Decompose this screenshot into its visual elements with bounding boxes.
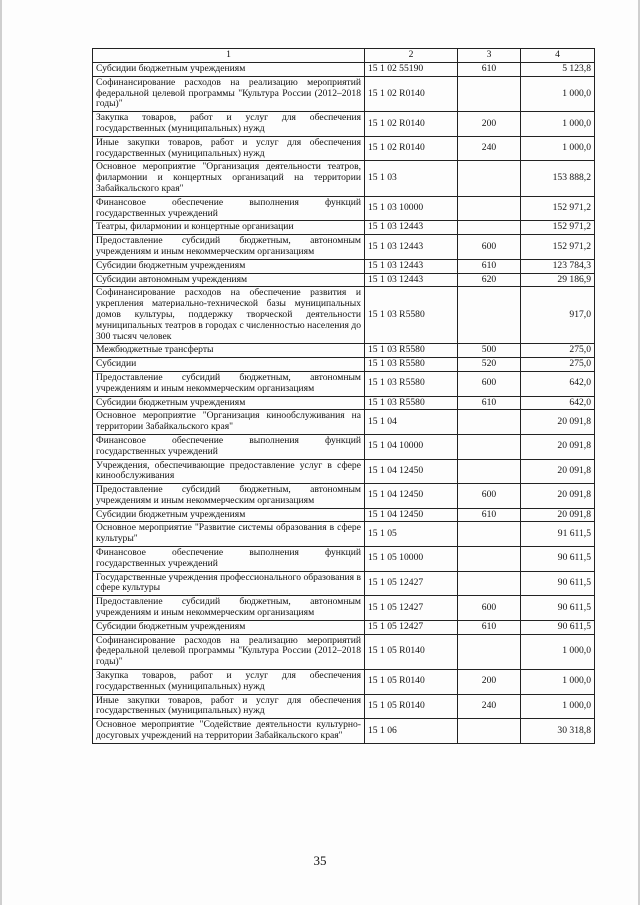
header-cell-3: 3 <box>458 49 521 63</box>
row-code-cell: 15 1 04 10000 <box>365 434 458 459</box>
row-expense-type-cell <box>458 221 521 235</box>
row-expense-type-cell: 610 <box>458 620 521 634</box>
row-name-cell: Театры, филармонии и концертные организации <box>93 221 365 235</box>
table-row <box>93 484 595 509</box>
table-row <box>93 344 595 358</box>
row-amount-cell: 90 611,5 <box>521 620 595 634</box>
row-expense-type-cell <box>458 434 521 459</box>
row-name-cell: Основное мероприятие "Содействие деятельности культурно-досуговых учреждений на территории Забайкальского края" <box>93 719 365 744</box>
row-amount-cell: 20 091,8 <box>521 410 595 435</box>
table-row <box>93 620 595 634</box>
row-name-cell: Государственные учреждения профессионального образования в сфере культуры <box>93 571 365 596</box>
row-code-cell: 15 1 04 12450 <box>365 459 458 484</box>
row-code-cell: 15 1 05 R0140 <box>365 634 458 669</box>
budget-table <box>92 48 595 744</box>
row-amount-cell: 20 091,8 <box>521 459 595 484</box>
row-code-cell: 15 1 02 R0140 <box>365 76 458 111</box>
table-row <box>93 196 595 221</box>
table-row <box>93 161 595 196</box>
table-row <box>93 459 595 484</box>
row-amount-cell: 152 971,2 <box>521 196 595 221</box>
header-cell-1: 1 <box>93 49 365 63</box>
table-row <box>93 596 595 621</box>
row-expense-type-cell: 520 <box>458 358 521 372</box>
table-row <box>93 112 595 137</box>
budget-table-body <box>93 49 595 744</box>
page-number: 35 <box>313 853 327 868</box>
row-amount-cell: 29 186,9 <box>521 273 595 287</box>
table-row <box>93 670 595 695</box>
row-code-cell: 15 1 03 R5580 <box>365 396 458 410</box>
row-code-cell: 15 1 03 R5580 <box>365 371 458 396</box>
row-amount-cell: 30 318,8 <box>521 719 595 744</box>
row-expense-type-cell: 610 <box>458 63 521 77</box>
row-name-cell: Основное мероприятие "Развитие системы образования в сфере культуры" <box>93 522 365 547</box>
row-code-cell: 15 1 05 12427 <box>365 596 458 621</box>
row-expense-type-cell: 610 <box>458 508 521 522</box>
row-name-cell: Межбюджетные трансферты <box>93 344 365 358</box>
page-edge-left <box>0 0 2 905</box>
row-code-cell: 15 1 02 55190 <box>365 63 458 77</box>
row-expense-type-cell <box>458 161 521 196</box>
row-expense-type-cell: 500 <box>458 344 521 358</box>
header-cell-4: 4 <box>521 49 595 63</box>
row-name-cell: Финансовое обеспечение выполнения функций государственных учреждений <box>93 547 365 572</box>
row-amount-cell: 152 971,2 <box>521 235 595 260</box>
row-name-cell: Предоставление субсидий бюджетным, автономным учреждениям и иным некоммерческим организациям <box>93 484 365 509</box>
row-code-cell: 15 1 04 12450 <box>365 484 458 509</box>
row-expense-type-cell: 610 <box>458 259 521 273</box>
row-amount-cell: 90 611,5 <box>521 596 595 621</box>
row-name-cell: Субсидии бюджетным учреждениям <box>93 396 365 410</box>
row-amount-cell: 642,0 <box>521 396 595 410</box>
row-expense-type-cell: 240 <box>458 694 521 719</box>
row-amount-cell: 1 000,0 <box>521 670 595 695</box>
row-name-cell: Иные закупки товаров, работ и услуг для обеспечения государственных (муниципальных) нужд <box>93 694 365 719</box>
row-code-cell: 15 1 05 12427 <box>365 620 458 634</box>
row-expense-type-cell <box>458 571 521 596</box>
row-name-cell: Финансовое обеспечение выполнения функций государственных учреждений <box>93 434 365 459</box>
row-name-cell: Финансовое обеспечение выполнения функций государственных учреждений <box>93 196 365 221</box>
row-code-cell: 15 1 03 R5580 <box>365 287 458 344</box>
table-row <box>93 694 595 719</box>
table-row <box>93 571 595 596</box>
table-row <box>93 547 595 572</box>
table-header-row <box>93 49 595 63</box>
row-name-cell: Субсидии бюджетным учреждениям <box>93 620 365 634</box>
row-code-cell: 15 1 03 <box>365 161 458 196</box>
row-name-cell: Учреждения, обеспечивающие предоставление услуг в сфере кинообслуживания <box>93 459 365 484</box>
table-row <box>93 273 595 287</box>
row-code-cell: 15 1 06 <box>365 719 458 744</box>
row-code-cell: 15 1 05 <box>365 522 458 547</box>
row-amount-cell: 152 971,2 <box>521 221 595 235</box>
row-code-cell: 15 1 03 10000 <box>365 196 458 221</box>
row-expense-type-cell <box>458 76 521 111</box>
row-amount-cell: 1 000,0 <box>521 112 595 137</box>
row-code-cell: 15 1 03 12443 <box>365 273 458 287</box>
table-row <box>93 136 595 161</box>
row-name-cell: Предоставление субсидий бюджетным, автономным учреждениям и иным некоммерческим организациям <box>93 235 365 260</box>
row-expense-type-cell: 620 <box>458 273 521 287</box>
row-code-cell: 15 1 04 12450 <box>365 508 458 522</box>
row-expense-type-cell: 600 <box>458 235 521 260</box>
row-code-cell: 15 1 02 R0140 <box>365 112 458 137</box>
row-amount-cell: 5 123,8 <box>521 63 595 77</box>
row-name-cell: Субсидии автономным учреждениям <box>93 273 365 287</box>
row-code-cell: 15 1 02 R0140 <box>365 136 458 161</box>
table-row <box>93 396 595 410</box>
table-row <box>93 371 595 396</box>
row-amount-cell: 20 091,8 <box>521 434 595 459</box>
row-name-cell: Субсидии <box>93 358 365 372</box>
table-row <box>93 259 595 273</box>
row-expense-type-cell <box>458 459 521 484</box>
row-name-cell: Иные закупки товаров, работ и услуг для обеспечения государственных (муниципальных) нужд <box>93 136 365 161</box>
row-expense-type-cell: 200 <box>458 670 521 695</box>
row-amount-cell: 275,0 <box>521 344 595 358</box>
row-amount-cell: 1 000,0 <box>521 694 595 719</box>
row-amount-cell: 153 888,2 <box>521 161 595 196</box>
row-name-cell: Закупка товаров, работ и услуг для обеспечения государственных (муниципальных) нужд <box>93 670 365 695</box>
row-amount-cell: 642,0 <box>521 371 595 396</box>
row-code-cell: 15 1 03 12443 <box>365 259 458 273</box>
row-expense-type-cell <box>458 522 521 547</box>
row-expense-type-cell <box>458 196 521 221</box>
row-name-cell: Софинансирование расходов на реализацию мероприятий федеральной целевой программы "Культура России (2012–2018 годы)" <box>93 76 365 111</box>
table-row <box>93 221 595 235</box>
table-row <box>93 287 595 344</box>
row-code-cell: 15 1 03 12443 <box>365 221 458 235</box>
row-name-cell: Основное мероприятие "Организация деятельности театров, филармонии и концертных организаций на территории Забайкальского края" <box>93 161 365 196</box>
row-amount-cell: 1 000,0 <box>521 136 595 161</box>
row-amount-cell: 1 000,0 <box>521 76 595 111</box>
table-row <box>93 719 595 744</box>
row-name-cell: Предоставление субсидий бюджетным, автономным учреждениям и иным некоммерческим организациям <box>93 371 365 396</box>
row-name-cell: Софинансирование расходов на реализацию мероприятий федеральной целевой программы "Культура России (2012–2018 годы)" <box>93 634 365 669</box>
table-row <box>93 634 595 669</box>
row-name-cell: Закупка товаров, работ и услуг для обеспечения государственных (муниципальных) нужд <box>93 112 365 137</box>
table-row <box>93 410 595 435</box>
row-code-cell: 15 1 05 12427 <box>365 571 458 596</box>
row-expense-type-cell: 600 <box>458 371 521 396</box>
row-name-cell: Субсидии бюджетным учреждениям <box>93 63 365 77</box>
row-amount-cell: 20 091,8 <box>521 508 595 522</box>
row-code-cell: 15 1 03 12443 <box>365 235 458 260</box>
table-row <box>93 358 595 372</box>
table-row <box>93 63 595 77</box>
row-code-cell: 15 1 05 R0140 <box>365 670 458 695</box>
row-amount-cell: 91 611,5 <box>521 522 595 547</box>
row-amount-cell: 275,0 <box>521 358 595 372</box>
row-amount-cell: 123 784,3 <box>521 259 595 273</box>
row-code-cell: 15 1 03 R5580 <box>365 358 458 372</box>
row-name-cell: Субсидии бюджетным учреждениям <box>93 259 365 273</box>
row-expense-type-cell <box>458 547 521 572</box>
row-name-cell: Основное мероприятие "Организация кинообслуживания на территории Забайкальского края" <box>93 410 365 435</box>
table-row <box>93 434 595 459</box>
row-code-cell: 15 1 05 10000 <box>365 547 458 572</box>
row-expense-type-cell <box>458 410 521 435</box>
row-expense-type-cell: 200 <box>458 112 521 137</box>
row-expense-type-cell: 240 <box>458 136 521 161</box>
table-row <box>93 235 595 260</box>
row-amount-cell: 90 611,5 <box>521 571 595 596</box>
row-expense-type-cell: 610 <box>458 396 521 410</box>
table-row <box>93 508 595 522</box>
row-expense-type-cell: 600 <box>458 484 521 509</box>
table-row <box>93 522 595 547</box>
row-name-cell: Софинансирование расходов на обеспечение развития и укрепления материально-технической базы муниципальных домов культуры, поддержку творческой деятельности муниципальных театров в городах с численностью населения до 300 тысяч человек <box>93 287 365 344</box>
row-expense-type-cell <box>458 634 521 669</box>
row-code-cell: 15 1 03 R5580 <box>365 344 458 358</box>
row-expense-type-cell <box>458 719 521 744</box>
row-code-cell: 15 1 05 R0140 <box>365 694 458 719</box>
row-amount-cell: 90 611,5 <box>521 547 595 572</box>
row-name-cell: Субсидии бюджетным учреждениям <box>93 508 365 522</box>
row-expense-type-cell: 600 <box>458 596 521 621</box>
header-cell-2: 2 <box>365 49 458 63</box>
row-amount-cell: 20 091,8 <box>521 484 595 509</box>
table-row <box>93 76 595 111</box>
row-code-cell: 15 1 04 <box>365 410 458 435</box>
row-amount-cell: 1 000,0 <box>521 634 595 669</box>
row-amount-cell: 917,0 <box>521 287 595 344</box>
row-expense-type-cell <box>458 287 521 344</box>
row-name-cell: Предоставление субсидий бюджетным, автономным учреждениям и иным некоммерческим организациям <box>93 596 365 621</box>
